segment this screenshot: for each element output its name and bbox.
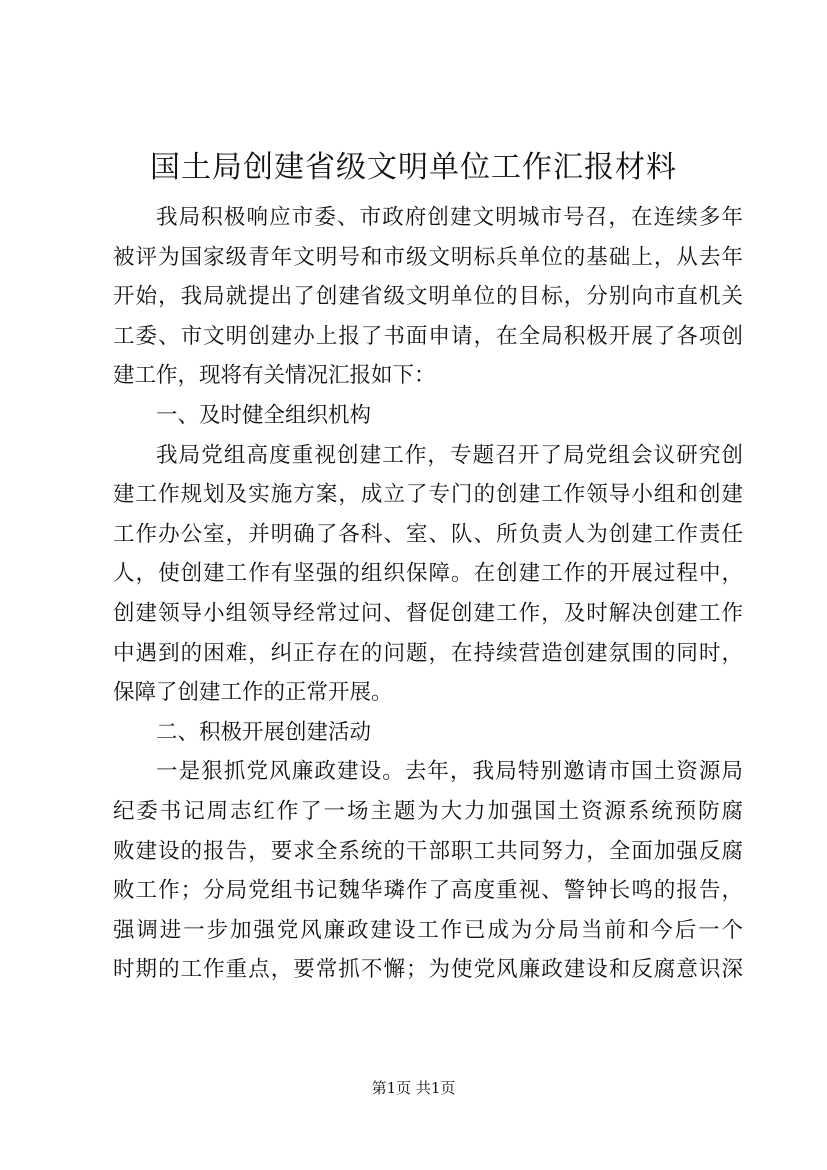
text-line: 工委、市文明创建办上报了书面申请，在全局积极开展了各项创	[113, 323, 743, 349]
text-line: 一是狠抓党风廉政建设。去年，我局特别邀请市国土资源局	[156, 759, 743, 785]
text-line: 强调进一步加强党风廉政建设工作已成为分局当前和今后一个	[113, 917, 743, 943]
text-line: 被评为国家级青年文明号和市级文明标兵单位的基础上，从去年	[113, 244, 743, 270]
text-line: 人，使创建工作有坚强的组织保障。在创建工作的开展过程中，	[113, 561, 743, 587]
text-line: 二、积极开展创建活动	[156, 719, 372, 745]
text-line: 一、及时健全组织机构	[156, 402, 372, 428]
text-line: 中遇到的困难，纠正存在的问题，在持续营造创建氛围的同时，	[113, 640, 743, 666]
page-footer: 第1页 共1页	[371, 1079, 456, 1097]
text-line: 我局积极响应市委、市政府创建文明城市号召，在连续多年	[156, 205, 743, 230]
text-line: 败建设的报告，要求全系统的干部职工共同努力，全面加强反腐	[113, 838, 743, 864]
document-title: 国土局创建省级文明单位工作汇报材料	[150, 150, 677, 185]
text-line: 开始，我局就提出了创建省级文明单位的目标，分别向市直机关	[113, 284, 743, 310]
text-line: 工作办公室，并明确了各科、室、队、所负责人为创建工作责任	[113, 521, 743, 547]
text-line: 建工作，现将有关情况汇报如下：	[113, 363, 436, 389]
text-line: 保障了创建工作的正常开展。	[113, 680, 393, 706]
text-line: 我局党组高度重视创建工作，专题召开了局党组会议研究创	[156, 442, 743, 468]
text-line: 建工作规划及实施方案，成立了专门的创建工作领导小组和创建	[113, 482, 743, 508]
text-line: 纪委书记周志红作了一场主题为大力加强国土资源系统预防腐	[113, 798, 743, 824]
document-body	[113, 198, 743, 990]
text-line: 创建领导小组领导经常过问、督促创建工作，及时解决创建工作	[113, 600, 743, 626]
text-line: 败工作；分局党组书记魏华璘作了高度重视、警钟长鸣的报告，	[113, 878, 743, 904]
text-line: 时期的工作重点，要常抓不懈；为使党风廉政建设和反腐意识深	[113, 957, 743, 983]
